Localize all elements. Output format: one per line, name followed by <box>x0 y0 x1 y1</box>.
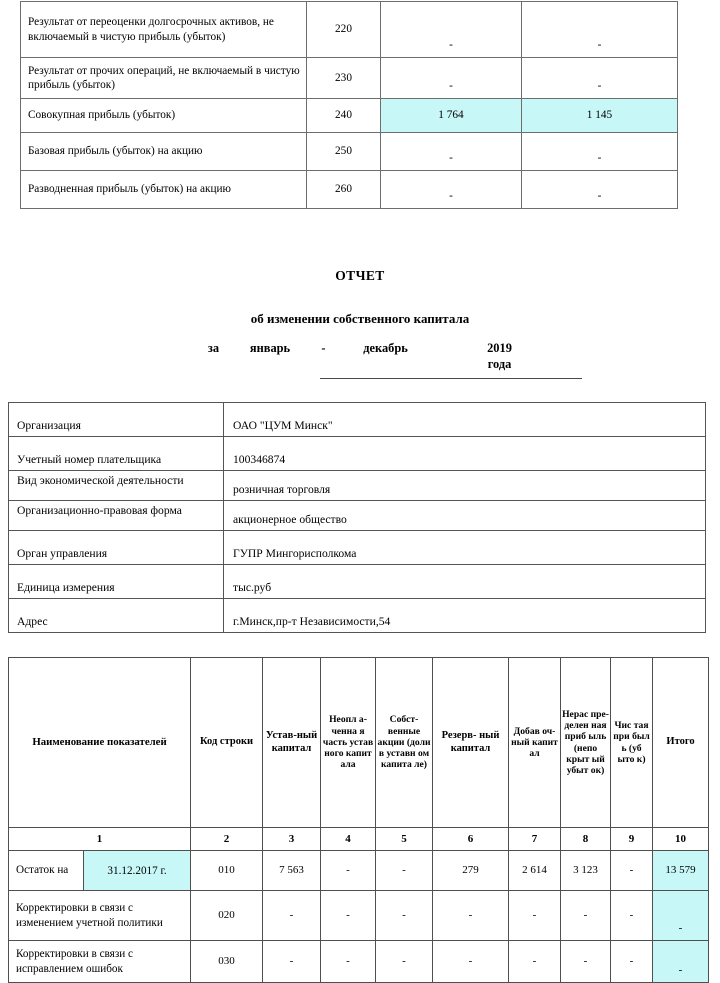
row-code: 020 <box>191 891 263 941</box>
row-value-col7: - <box>509 941 561 983</box>
period-month-to: декабрь <box>363 341 408 355</box>
row-value-col3: - <box>263 941 321 983</box>
row-value-total: - <box>653 891 709 941</box>
row-code: 230 <box>307 58 381 99</box>
report-period <box>0 341 720 373</box>
col-number-7: 7 <box>509 828 561 851</box>
row-code: 220 <box>307 2 381 58</box>
table-row <box>9 471 706 501</box>
organization-info-table <box>8 402 706 633</box>
org-label-address: Адрес <box>9 599 224 633</box>
org-value-organization: ОАО "ЦУМ Минск" <box>224 403 706 437</box>
row-value-col8: - <box>561 891 611 941</box>
col-header-net-profit: Чис тая при был ь (уб ыто к) <box>611 658 653 828</box>
row-value-current: - <box>381 171 522 209</box>
row-value-col9: - <box>611 851 653 891</box>
row-code: 250 <box>307 133 381 171</box>
table-row <box>9 891 709 941</box>
col-header-name: Наименование показателей <box>9 658 191 828</box>
table-row <box>9 599 706 633</box>
row-code: 260 <box>307 171 381 209</box>
col-header-total: Итого <box>653 658 709 828</box>
profit-statement-table <box>20 1 678 209</box>
row-value-previous: - <box>522 2 678 58</box>
row-value-previous: - <box>522 171 678 209</box>
table-row <box>9 403 706 437</box>
col-header-unpaid-charter-capital: Неопл а- ченна я часть устав ного капит ала <box>321 658 376 828</box>
org-value-taxpayer-number: 100346874 <box>224 437 706 471</box>
page-subtitle: об изменении собственного капитала <box>250 311 470 326</box>
org-label-taxpayer-number: Учетный номер плательщика <box>9 437 224 471</box>
org-value-activity-type: розничная торговля <box>224 471 706 501</box>
table-row <box>9 531 706 565</box>
period-prefix: за <box>207 341 220 355</box>
equity-change-table <box>8 657 709 983</box>
period-month-from: январь <box>249 341 291 355</box>
row-value-current: - <box>381 2 522 58</box>
table-row <box>9 851 709 891</box>
row-value-col7: - <box>509 891 561 941</box>
org-value-unit: тыс.руб <box>224 565 706 599</box>
period-dash: - <box>321 341 326 355</box>
row-date: 31.12.2017 г. <box>84 851 191 891</box>
row-value-current: - <box>381 58 522 99</box>
org-label-unit: Единица измерения <box>9 565 224 599</box>
col-header-reserve-capital: Резерв- ный капитал <box>433 658 509 828</box>
col-header-code: Код строки <box>191 658 263 828</box>
col-number-10: 10 <box>653 828 709 851</box>
table-row <box>9 501 706 531</box>
row-label: Результат от прочих операций, не включаемый в чистую прибыль (убыток) <box>21 58 307 99</box>
col-number-3: 3 <box>263 828 321 851</box>
row-value-col5: - <box>376 941 433 983</box>
org-label-activity-type: Вид экономической деятельности <box>9 471 224 501</box>
row-value-col5: - <box>376 891 433 941</box>
row-value-col3: 7 563 <box>263 851 321 891</box>
col-header-charter-capital: Устав-ный капитал <box>263 658 321 828</box>
table-row <box>21 99 678 133</box>
row-value-col3: - <box>263 891 321 941</box>
org-label-legal-form: Организационно-правовая форма <box>9 501 224 531</box>
row-value-total: - <box>653 941 709 983</box>
period-underline <box>320 378 582 379</box>
row-value-total: 13 579 <box>653 851 709 891</box>
col-number-1: 1 <box>9 828 191 851</box>
row-value-col8: - <box>561 941 611 983</box>
col-header-treasury-shares: Собст- венные акции (доли в уставн ом капита ле) <box>376 658 433 828</box>
row-label: Корректировки в связи с исправлением ошибок <box>9 941 191 983</box>
row-label: Остаток на <box>9 851 84 891</box>
row-value-col6: - <box>433 941 509 983</box>
row-value-col4: - <box>321 941 376 983</box>
row-value-col9: - <box>611 891 653 941</box>
row-value-col4: - <box>321 891 376 941</box>
row-label: Разводненная прибыль (убыток) на акцию <box>21 171 307 209</box>
table-row <box>9 437 706 471</box>
row-value-col8: 3 123 <box>561 851 611 891</box>
period-year <box>474 341 526 373</box>
row-code: 240 <box>307 99 381 133</box>
row-code: 030 <box>191 941 263 983</box>
row-label: Базовая прибыль (убыток) на акцию <box>21 133 307 171</box>
page-title: ОТЧЕТ <box>335 268 385 283</box>
col-number-2: 2 <box>191 828 263 851</box>
row-value-col6: - <box>433 891 509 941</box>
table-row <box>21 2 678 58</box>
row-value-previous: 1 145 <box>522 99 678 133</box>
row-label: Корректировки в связи с изменением учетной политики <box>9 891 191 941</box>
col-number-5: 5 <box>376 828 433 851</box>
row-value-previous: - <box>522 58 678 99</box>
col-number-8: 8 <box>561 828 611 851</box>
row-label: Совокупная прибыль (убыток) <box>21 99 307 133</box>
table-row <box>9 565 706 599</box>
row-value-col7: 2 614 <box>509 851 561 891</box>
col-number-9: 9 <box>611 828 653 851</box>
row-value-col4: - <box>321 851 376 891</box>
table-row <box>21 171 678 209</box>
col-number-4: 4 <box>321 828 376 851</box>
table-row <box>21 58 678 99</box>
period-year-suffix: года <box>487 356 512 371</box>
row-value-current: 1 764 <box>381 99 522 133</box>
column-number-row <box>9 828 709 851</box>
table-row <box>21 133 678 171</box>
row-value-previous: - <box>522 133 678 171</box>
row-value-col9: - <box>611 941 653 983</box>
period-year-number: 2019 <box>487 341 512 355</box>
row-value-col5: - <box>376 851 433 891</box>
table-row <box>9 941 709 983</box>
org-value-address: г.Минск,пр-т Независимости,54 <box>224 599 706 633</box>
report-title-block <box>0 268 720 327</box>
row-label: Результат от переоценки долгосрочных активов, не включаемый в чистую прибыль (убыток) <box>21 2 307 58</box>
row-value-current: - <box>381 133 522 171</box>
col-header-retained-earnings: Нерас пре- делен ная приб ыль (непо крыт ый убыт ок) <box>561 658 611 828</box>
org-value-legal-form: акционерное общество <box>224 501 706 531</box>
table-header-row <box>9 658 709 828</box>
row-value-col6: 279 <box>433 851 509 891</box>
col-number-6: 6 <box>433 828 509 851</box>
org-value-governing-body: ГУПР Мингорисполкома <box>224 531 706 565</box>
col-header-additional-capital: Добав оч- ный капит ал <box>509 658 561 828</box>
row-code: 010 <box>191 851 263 891</box>
org-label-organization: Организация <box>9 403 224 437</box>
org-label-governing-body: Орган управления <box>9 531 224 565</box>
